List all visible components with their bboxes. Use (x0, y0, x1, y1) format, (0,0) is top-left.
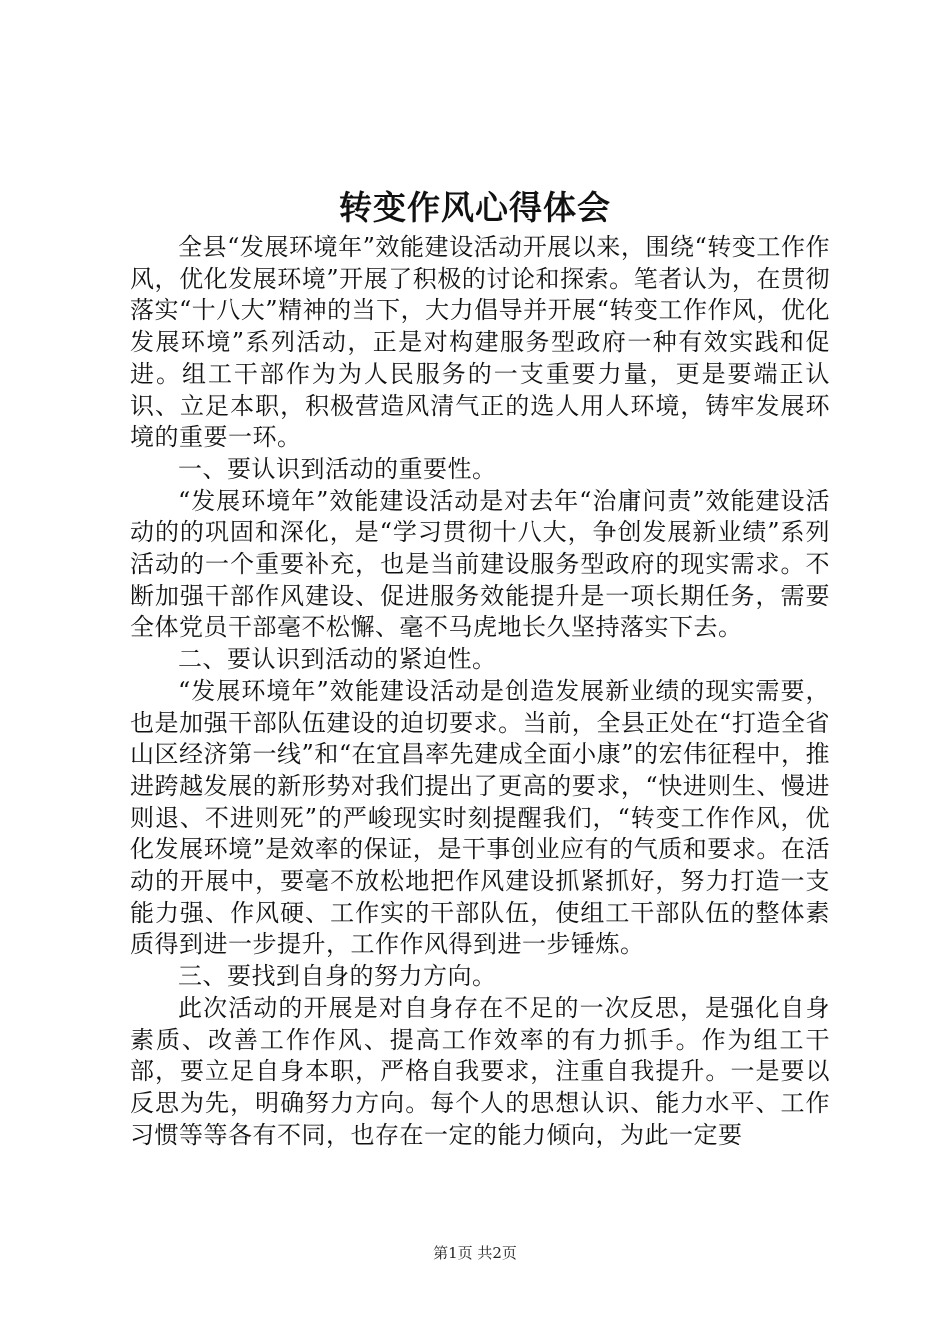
section-heading-3: 三、要找到自身的努力方向。 (178, 962, 497, 991)
paragraph-section-1: “发展环境年”效能建设活动是对去年“治庸问责”效能建设活动的的巩固和深化，是“学习贯彻十八大，争创发展新业绩”系列活动的一个重要补充，也是当前建设服务型政府的现实需求。不断加强干部作风建设、促进服务效能提升是一项长期任务，需要全体党员干部毫不松懈、毫不马虎地长久坚持落实下去。 (130, 486, 830, 642)
paragraph-section-3: 此次活动的开展是对自身存在不足的一次反思，是强化自身素质、改善工作作风、提高工作效率的有力抓手。作为组工干部，要立足自身本职，严格自我要求，注重自我提升。一是要以反思为先，明确努力方向。每个人的思想认识、能力水平、工作习惯等等各有不同，也存在一定的能力倾向，为此一定要 (130, 993, 830, 1149)
paragraph-section-2: “发展环境年”效能建设活动是创造发展新业绩的现实需要，也是加强干部队伍建设的迫切要求。当前，全县正处在“打造全省山区经济第一线”和“在宜昌率先建成全面小康”的宏伟征程中，推进跨越发展的新形势对我们提出了更高的要求，“快进则生、慢进则退、不进则死”的严峻现实时刻提醒我们，“转变工作作风，优化发展环境”是效率的保证，是干事创业应有的气质和要求。在活动的开展中，要毫不放松地把作风建设抓紧抓好，努力打造一支能力强、作风硬、工作实的干部队伍，使组工干部队伍的整体素质得到进一步提升，工作作风得到进一步锤炼。 (130, 676, 830, 959)
section-heading-2: 二、要认识到活动的紧迫性。 (178, 645, 497, 674)
page-footer: 第1页 共2页 (433, 1244, 517, 1262)
document-title: 转变作风心得体会 (339, 188, 611, 227)
paragraph-intro: 全县“发展环境年”效能建设活动开展以来，围绕“转变工作作风，优化发展环境”开展了积极的讨论和探索。笔者认为，在贯彻落实“十八大”精神的当下，大力倡导并开展“转变工作作风，优化发展环境”系列活动，正是对构建服务型政府一种有效实践和促进。组工干部作为为人民服务的一支重要力量，更是要端正认识、立足本职，积极营造风清气正的选人用人环境，铸牢发展环境的重要一环。 (130, 233, 830, 452)
document-body (130, 232, 830, 1151)
section-heading-1: 一、要认识到活动的重要性。 (178, 454, 497, 483)
